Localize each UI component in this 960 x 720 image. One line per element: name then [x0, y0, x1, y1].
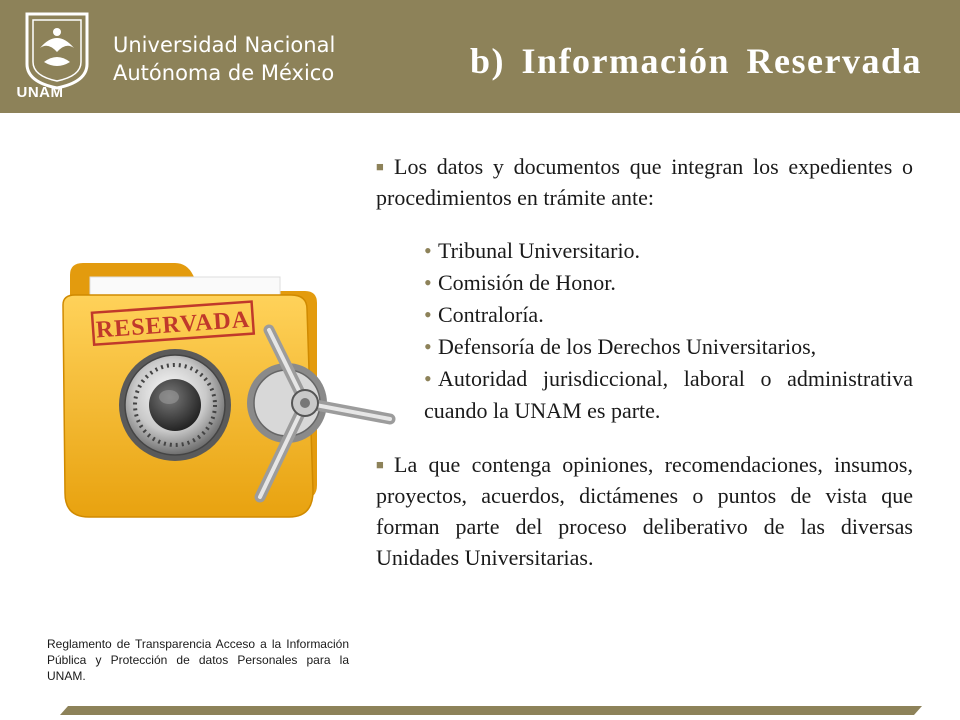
authority-list: [424, 235, 913, 427]
paragraph-1-text: Los datos y documentos que integran los expedientes o procedimientos en trámite ante:: [376, 154, 913, 210]
header-banner: [0, 0, 960, 113]
source-footnote: Reglamento de Transparencia Acceso a la Información Pública y Protección de datos Personales para la UNAM.: [47, 637, 349, 683]
paragraph-2: [376, 449, 913, 573]
square-bullet-icon: ■: [376, 159, 384, 174]
list-item: • Comisión de Honor.: [424, 267, 913, 299]
list-item: • Tribunal Universitario.: [424, 235, 913, 267]
unam-logo-text: UNAM: [16, 84, 64, 101]
list-item: • Autoridad jurisdiccional, laboral o administrativa cuando la UNAM es parte.: [424, 363, 913, 427]
slide-title: b) Información Reservada: [470, 41, 922, 81]
university-name-line1: Universidad Nacional: [113, 33, 336, 57]
paragraph-2-text: La que contenga opiniones, recomendaciones, insumos, proyectos, acuerdos, dictámenes o puntos de vista que forman parte del proceso deliberativo de las diversas Unidades Universitarias.: [376, 452, 913, 570]
university-name-line2: Autónoma de México: [113, 61, 335, 85]
list-item: • Defensoría de los Derechos Universitarios,: [424, 331, 913, 363]
square-bullet-icon: ■: [376, 457, 384, 472]
reserved-folder-safe-illustration: [55, 255, 400, 520]
main-content: [376, 151, 913, 573]
list-item: • Contraloría.: [424, 299, 913, 331]
reservada-stamp: RESERVADA: [95, 306, 251, 344]
paragraph-1: [376, 151, 913, 213]
university-name: [113, 31, 335, 87]
bottom-divider: [60, 706, 922, 715]
